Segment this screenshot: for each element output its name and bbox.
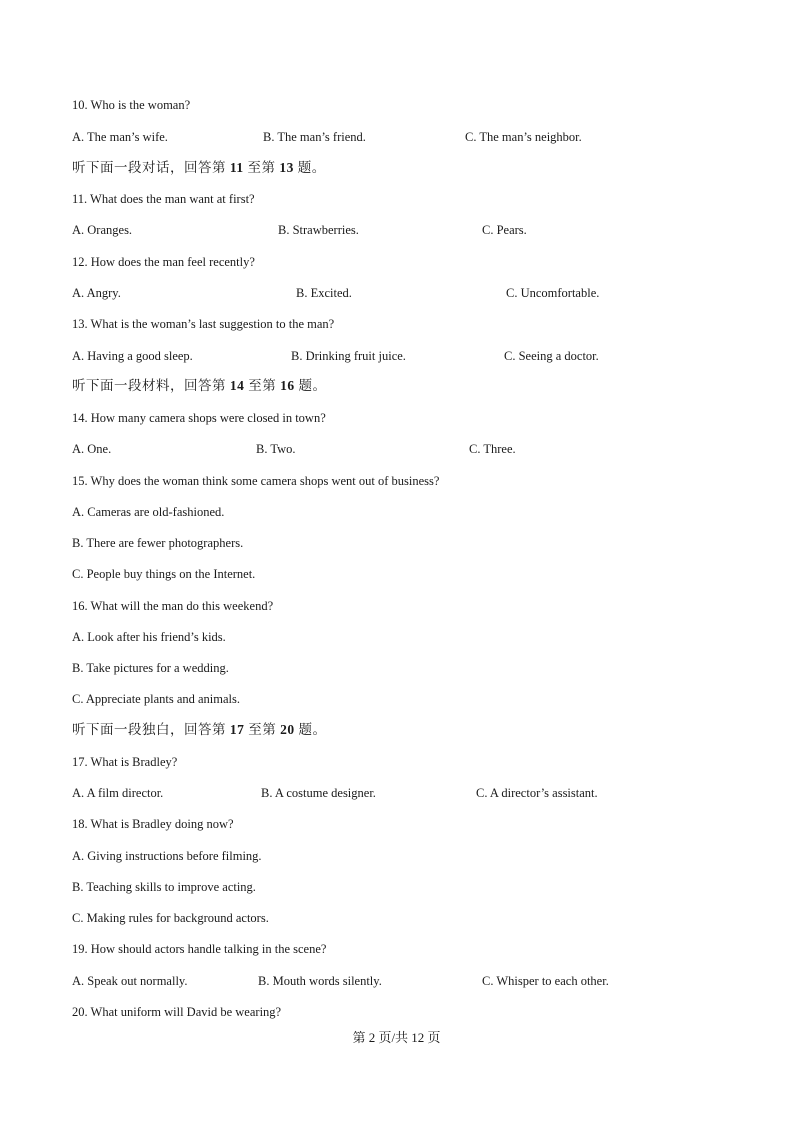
question-15: 15. Why does the woman think some camera shops went out of business? (72, 474, 440, 488)
question-11: 11. What does the man want at first? (72, 192, 255, 206)
option-c: C. Making rules for background actors. (72, 911, 269, 925)
option-c: C. Pears. (482, 223, 527, 237)
option-b: B. There are fewer photographers. (72, 536, 244, 550)
option-b: B. Take pictures for a wedding. (72, 661, 229, 675)
option-a: A. Angry. (72, 286, 121, 300)
option-b: B. Mouth words silently. (258, 974, 382, 988)
section-heading-2: 听下面一段材料，回答第 14 至第 16 题。 (72, 378, 327, 393)
option-c: C. Seeing a doctor. (504, 349, 599, 363)
option-b: B. Drinking fruit juice. (291, 349, 406, 363)
options-row-13 (0, 348, 793, 364)
option-a: A. The man’s wife. (72, 130, 168, 144)
option-b: B. Excited. (296, 286, 352, 300)
page-number: 第 2 页/共 12 页 (352, 1030, 441, 1045)
option-a: A. A film director. (72, 786, 164, 800)
options-row-10 (0, 129, 793, 145)
option-a: A. One. (72, 442, 112, 456)
option-a: A. Oranges. (72, 223, 133, 237)
option-c: C. Whisper to each other. (482, 974, 609, 988)
option-c: C. Three. (469, 442, 516, 456)
question-12: 12. How does the man feel recently? (72, 255, 255, 269)
question-18: 18. What is Bradley doing now? (72, 817, 234, 831)
option-a: A. Having a good sleep. (72, 349, 193, 363)
question-13: 13. What is the woman’s last suggestion to the man? (72, 317, 335, 331)
question-14: 14. How many camera shops were closed in town? (72, 411, 326, 425)
option-b: B. Strawberries. (278, 223, 359, 237)
option-c: C. The man’s neighbor. (465, 130, 582, 144)
option-a: A. Look after his friend’s kids. (72, 630, 226, 644)
option-c: C. Appreciate plants and animals. (72, 692, 241, 706)
option-c: C. A director’s assistant. (476, 786, 598, 800)
options-row-11 (0, 222, 793, 238)
option-c: C. People buy things on the Internet. (72, 567, 256, 581)
question-10: 10. Who is the woman? (72, 98, 191, 112)
option-a: A. Speak out normally. (72, 974, 188, 988)
option-b: B. Teaching skills to improve acting. (72, 880, 256, 894)
options-row-17 (0, 785, 793, 801)
option-b: B. Two. (256, 442, 296, 456)
question-20: 20. What uniform will David be wearing? (72, 1005, 282, 1019)
option-a: A. Cameras are old-fashioned. (72, 505, 225, 519)
option-c: C. Uncomfortable. (506, 286, 600, 300)
options-row-12 (0, 285, 793, 301)
question-16: 16. What will the man do this weekend? (72, 599, 274, 613)
question-17: 17. What is Bradley? (72, 755, 178, 769)
section-heading-3: 听下面一段独白，回答第 17 至第 20 题。 (72, 722, 327, 737)
option-b: B. A costume designer. (261, 786, 376, 800)
options-row-14 (0, 441, 793, 457)
options-row-19 (0, 973, 793, 989)
section-heading-1: 听下面一段对话，回答第 11 至第 13 题。 (72, 160, 326, 175)
option-a: A. Giving instructions before filming. (72, 849, 262, 863)
question-19: 19. How should actors handle talking in the scene? (72, 942, 327, 956)
option-b: B. The man’s friend. (263, 130, 366, 144)
